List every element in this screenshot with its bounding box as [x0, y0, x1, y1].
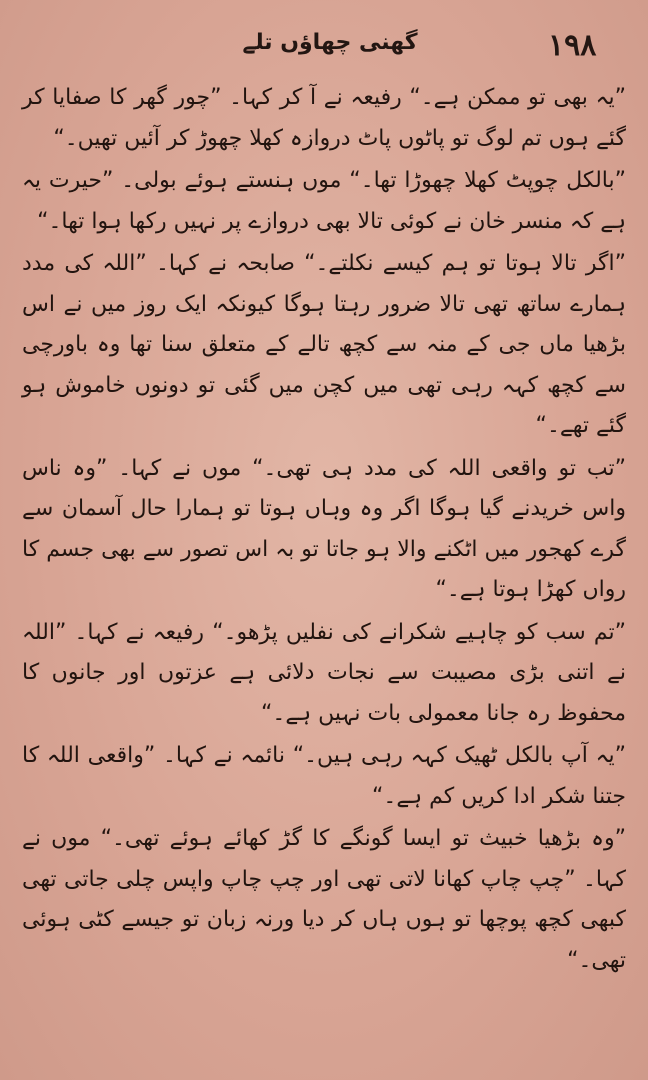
- page-header: [0, 22, 648, 72]
- paragraph: ”تب تو واقعی اللہ کی مدد ہی تھی۔“ موں نے کہا۔ ”وہ ناس واس خریدنے گیا ہوگا اگر وہ وہاں ہوتا تو ہمارا حال آسمان سے گرے کھجور میں اٹکنے والا ہو جاتا تو بہ اس تصور سے بھی جسم کا رواں کھڑا ہوتا ہے۔“: [22, 455, 626, 602]
- body-text: [22, 78, 626, 983]
- paragraph: ”بالکل چوپٹ کھلا چھوڑا تھا۔“ موں ہنستے ہوئے بولی۔ ”حیرت یہ ہے کہ منسر خان نے کوئی تالا بھی دروازے پر نہیں رکھا ہوا تھا۔“: [22, 168, 626, 234]
- paragraph: ”وہ بڑھیا خبیث تو ایسا گونگے کا گڑ کھائے ہوئے تھی۔“ موں نے کہا۔ ”چپ چاپ کھانا لاتی تھی اور چپ چاپ واپس چلی جاتی تھی کبھی کچھ پوچھا تو ہوں ہاں کر دیا ورنہ زبان تو جیسے کٹی ہوئی تھی۔“: [22, 826, 626, 973]
- page-number: ۱۹۸: [548, 28, 597, 63]
- paragraph: ”یہ بھی تو ممکن ہے۔“ رفیعہ نے آ کر کہا۔ ”چور گھر کا صفایا کر گئے ہوں تم لوگ تو پاٹوں پاٹ دروازہ کھلا چھوڑ کر آئیں تھیں۔“: [22, 85, 626, 151]
- paragraph: ”اگر تالا ہوتا تو ہم کیسے نکلتے۔“ صابحہ نے کہا۔ ”اللہ کی مدد ہمارے ساتھ تھی تالا ضرور رہتا ہوگا کیونکہ ایک روز میں نے اس بڑھیا ماں جی کے منہ سے کچھ تالے کے متعلق سنا تھا وہ باورچی سے کچھ کہہ رہی تھی میں کچن میں گئی تو دونوں خاموش ہو گئے تھے۔“: [22, 251, 626, 438]
- running-title: گھنی چھاؤں تلے: [242, 30, 418, 55]
- paragraph: ”تم سب کو چاہیے شکرانے کی نفلیں پڑھو۔“ رفیعہ نے کہا۔ ”اللہ نے اتنی بڑی مصیبت سے نجات دلائی ہے عزتوں اور جانوں کا محفوظ رہ جانا معمولی بات نہیں ہے۔“: [22, 619, 626, 726]
- paragraph: ”یہ آپ بالکل ٹھیک کہہ رہی ہیں۔“ نائمہ نے کہا۔ ”واقعی اللہ کا جتنا شکر ادا کریں کم ہے۔“: [22, 743, 626, 809]
